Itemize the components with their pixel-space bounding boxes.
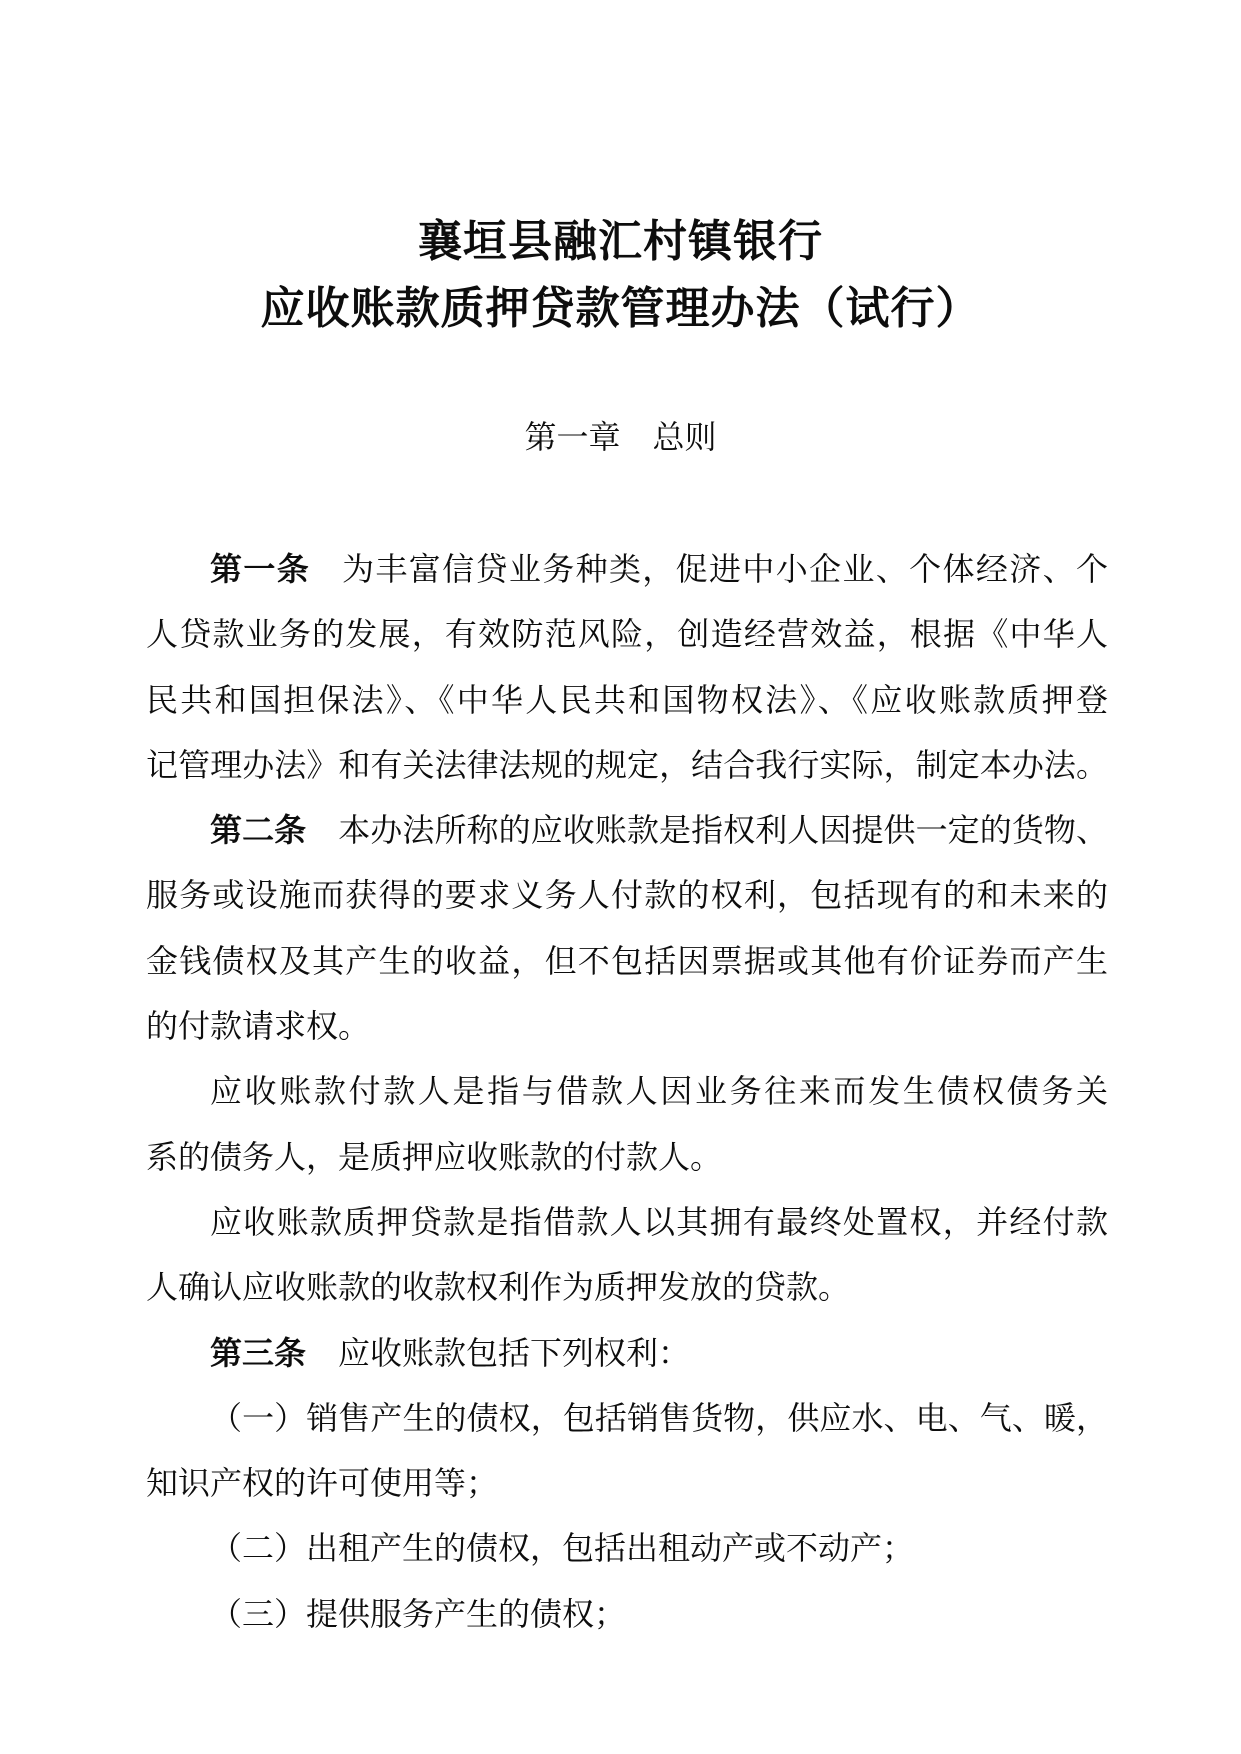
paragraph-line: 民共和国担保法》、《中华人民共和国物权法》、《应收账款质押登 xyxy=(146,680,1111,719)
paragraph-line: 系的债务人，是质押应收账款的付款人。 xyxy=(146,1137,723,1176)
list-item-3 xyxy=(146,1582,1108,1647)
line-text: 本办法所称的应收账款是指权利人因提供一定的货物、 xyxy=(338,811,1109,850)
list-item-line: （一）销售产生的债权，包括销售货物，供应水、电、气、暖， xyxy=(210,1398,1109,1437)
paragraph-line xyxy=(146,1321,1108,1386)
list-item-line: （三）提供服务产生的债权； xyxy=(210,1594,627,1633)
paragraph-line: 人确认应收账款的收款权利作为质押发放的贷款。 xyxy=(146,1268,851,1307)
list-item-1 xyxy=(146,1386,1108,1517)
article-1 xyxy=(146,537,1111,798)
article-2 xyxy=(146,798,1108,1059)
line-text: 为丰富信贷业务种类，促进中小企业、个体经济、个 xyxy=(342,550,1110,588)
paragraph-line: 的付款请求权。 xyxy=(146,1007,371,1046)
line-text: 应收账款包括下列权利： xyxy=(338,1333,691,1372)
chapter-heading: 第一章 总则 xyxy=(524,418,717,456)
paragraph-line: 应收账款付款人是指与借款人因业务往来而发生债权债务关 xyxy=(210,1072,1111,1111)
document-body xyxy=(146,537,1111,1647)
paragraph-line: 人贷款业务的发展，有效防范风险，创造经营效益，根据《中华人 xyxy=(146,615,1110,654)
title-line-regulation-name: 应收账款质押贷款管理办法（试行） xyxy=(260,283,981,334)
paragraph-receivable-pledge-loan xyxy=(146,1190,1108,1321)
list-item-line: （二）出租产生的债权，包括出租动产或不动产； xyxy=(210,1529,915,1568)
article-label: 第二条 xyxy=(210,811,307,850)
paragraph-line: 应收账款质押贷款是指借款人以其拥有最终处置权，并经付款 xyxy=(210,1202,1110,1241)
paragraph-line: 服务或设施而获得的要求义务人付款的权利，包括现有的和未来的 xyxy=(146,876,1110,915)
paragraph-line xyxy=(146,537,1108,602)
article-label: 第一条 xyxy=(210,550,311,588)
list-item-line: 知识产权的许可使用等； xyxy=(146,1464,499,1503)
paragraph-line xyxy=(146,798,1108,863)
paragraph-line: 金钱债权及其产生的收益，但不包括因票据或其他有价证券而产生 xyxy=(146,941,1110,980)
list-item-2 xyxy=(146,1516,1108,1581)
paragraph-receivable-payer xyxy=(146,1059,1111,1190)
article-3 xyxy=(146,1321,1108,1386)
title-line-bank-name: 襄垣县融汇村镇银行 xyxy=(418,216,823,267)
paragraph-line: 记管理办法》和有关法律法规的规定，结合我行实际，制定本办法。 xyxy=(146,745,1109,784)
document-title xyxy=(0,208,1241,342)
article-label: 第三条 xyxy=(210,1333,307,1372)
